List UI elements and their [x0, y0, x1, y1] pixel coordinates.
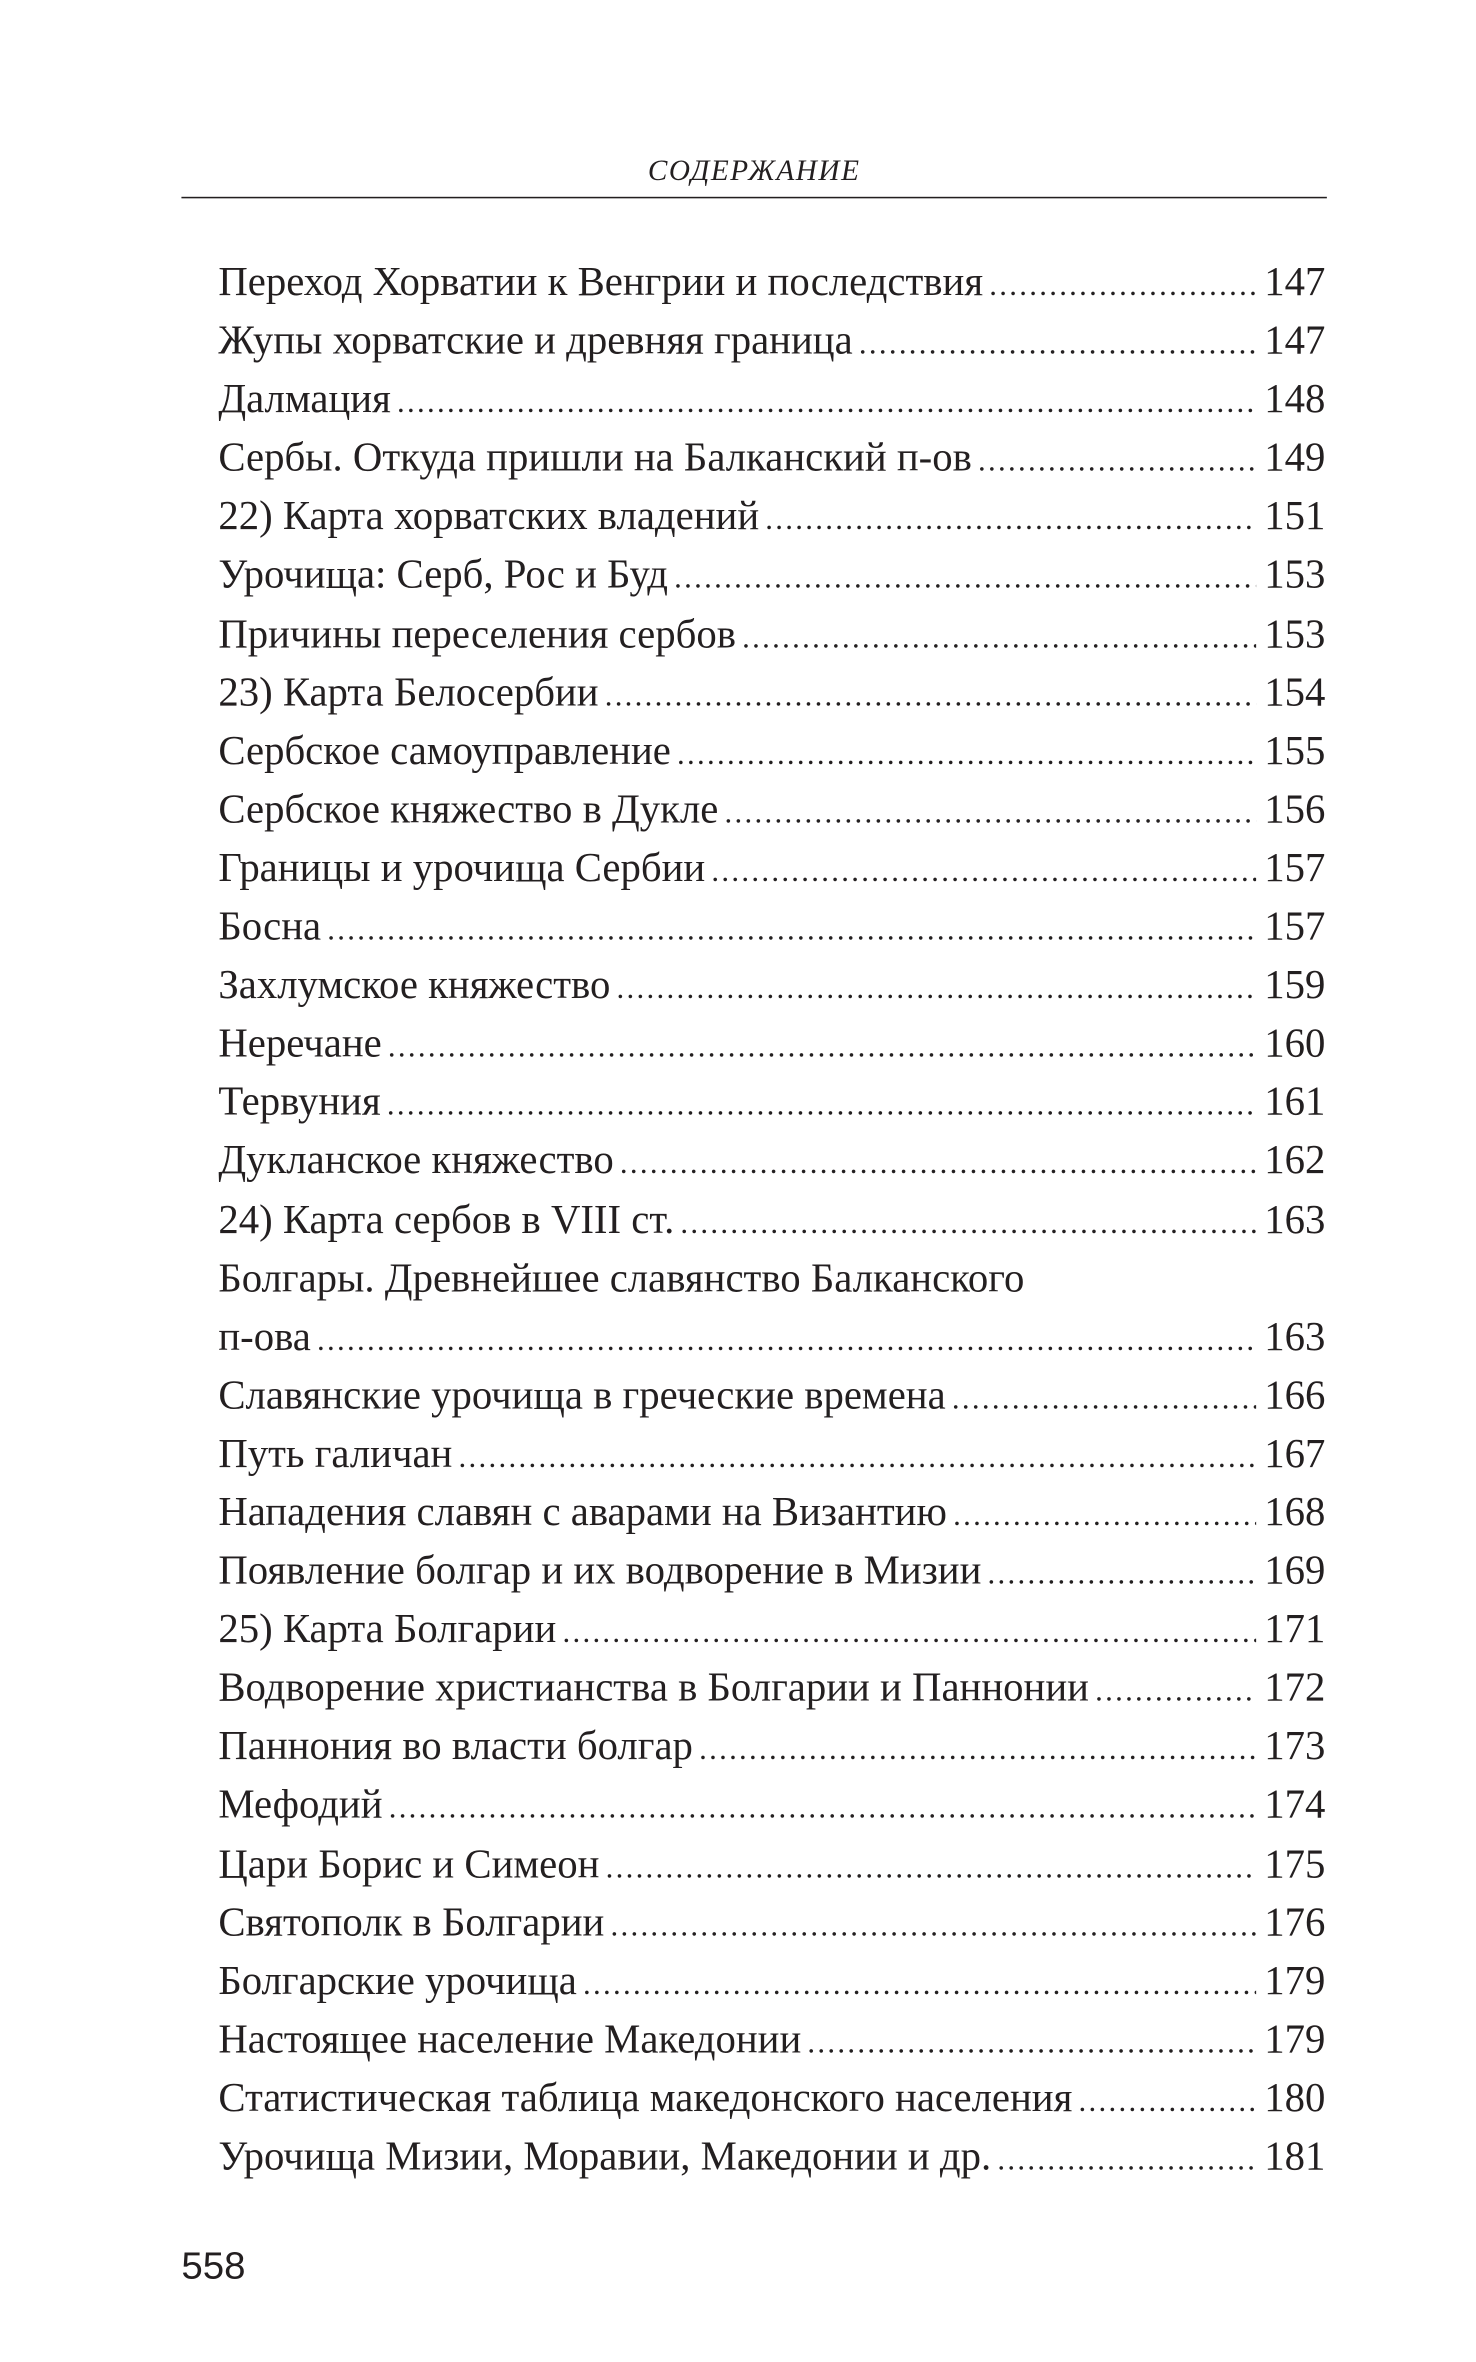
- toc-entry-title: Славянские урочища в греческие времена: [218, 1371, 946, 1418]
- toc-entry-continuation-row: [218, 1306, 1325, 1365]
- toc-entry-title: Путь галичан: [218, 1429, 453, 1476]
- toc-entry-page: 169: [1264, 1546, 1326, 1593]
- dot-leader: [387, 1077, 1256, 1136]
- toc-entry-title: Дукланское княжество: [218, 1136, 614, 1183]
- dot-leader: [952, 1370, 1256, 1429]
- dot-leader: [1079, 2072, 1257, 2131]
- toc-entry-title: Неречане: [218, 1019, 382, 1066]
- toc-entry: [218, 1658, 1325, 1717]
- toc-entry-page: 175: [1264, 1839, 1326, 1886]
- toc-entry-title: Захлумское княжество: [218, 961, 611, 1008]
- toc-entry-title: Святополк в Болгарии: [218, 1898, 605, 1945]
- toc-entry: [218, 838, 1325, 897]
- dot-leader: [988, 1545, 1257, 1604]
- toc-entry: [218, 779, 1325, 838]
- toc-entry-title: 23) Карта Белосербии: [218, 668, 599, 715]
- toc-entry-title: Урочища Мизии, Моравии, Македонии и др.: [218, 2132, 992, 2179]
- toc-entry-page: 159: [1264, 961, 1326, 1008]
- dot-leader: [606, 1838, 1257, 1897]
- toc-entry-title: Жупы хорватские и древняя граница: [218, 316, 853, 363]
- header-rule: [181, 197, 1326, 199]
- toc-entry: [218, 1189, 1325, 1248]
- toc-entry-title: 25) Карта Болгарии: [218, 1605, 557, 1652]
- toc-entry-page: 180: [1264, 2073, 1326, 2121]
- toc-entry-page: 156: [1264, 785, 1326, 832]
- toc-entry: [218, 252, 1325, 311]
- toc-entry-title: Болгарские урочища: [218, 1956, 577, 2003]
- toc-entry-page: 163: [1264, 1312, 1326, 1359]
- toc-entry: [218, 1599, 1325, 1658]
- toc-entry: [218, 1892, 1325, 1951]
- dot-leader: [699, 1721, 1256, 1780]
- dot-leader: [459, 1428, 1257, 1487]
- dot-leader: [978, 432, 1256, 491]
- toc-entry-title: Причины переселения сербов: [218, 609, 736, 656]
- dot-leader: [677, 725, 1256, 784]
- toc-entry: [218, 1424, 1325, 1483]
- toc-entry-title: 24) Карта сербов в VIII ст.: [218, 1195, 675, 1242]
- toc-entry-title: Урочища: Серб, Рос и Буд: [218, 551, 668, 598]
- toc-entry-page: 173: [1264, 1722, 1326, 1769]
- toc-entry-page: 166: [1264, 1371, 1326, 1418]
- toc-entry-page: 181: [1264, 2132, 1326, 2179]
- table-of-contents: [218, 252, 1325, 2185]
- dot-leader: [562, 1604, 1256, 1663]
- toc-entry-page: 161: [1264, 1078, 1326, 1125]
- toc-entry-title: Переход Хорватии к Венгрии и последствия: [218, 258, 984, 305]
- dot-leader: [327, 901, 1256, 960]
- toc-entry-title: Мефодий: [218, 1781, 383, 1828]
- toc-entry-title-continuation: п-ова: [218, 1312, 311, 1359]
- toc-entry: [218, 545, 1325, 604]
- dot-leader: [1095, 1662, 1256, 1721]
- toc-entry-title: 22) Карта хорватских владений: [218, 492, 760, 539]
- toc-entry-page: 179: [1264, 2015, 1326, 2062]
- dot-leader: [620, 1135, 1256, 1194]
- toc-entry-page: 174: [1264, 1781, 1326, 1828]
- toc-entry-title: Далмация: [218, 375, 391, 422]
- dot-leader: [388, 1018, 1256, 1077]
- toc-entry-title: Сербское княжество в Дукле: [218, 785, 719, 832]
- dot-leader: [610, 1897, 1256, 1956]
- toc-entry: [218, 1014, 1325, 1073]
- toc-entry: [218, 2126, 1325, 2185]
- toc-entry: [218, 955, 1325, 1014]
- toc-entry-page: 176: [1264, 1898, 1326, 1945]
- toc-entry: [218, 1775, 1325, 1834]
- dot-leader: [605, 667, 1256, 726]
- dot-leader: [997, 2131, 1256, 2190]
- toc-entry: [218, 1365, 1325, 1424]
- toc-entry-page: 160: [1264, 1019, 1326, 1066]
- toc-entry-page: 148: [1264, 375, 1326, 422]
- toc-entry: [218, 1072, 1325, 1131]
- dot-leader: [807, 2014, 1256, 2073]
- toc-entry-page: 162: [1264, 1136, 1326, 1183]
- toc-entry-page: 167: [1264, 1429, 1326, 1476]
- toc-entry: [218, 1951, 1325, 2010]
- toc-entry-page: 147: [1264, 258, 1326, 305]
- toc-entry-title: Сербы. Откуда пришли на Балканский п-ов: [218, 434, 972, 481]
- toc-entry-page: 157: [1264, 843, 1326, 891]
- page-number: 558: [181, 2244, 246, 2288]
- toc-entry: [218, 1541, 1325, 1600]
- toc-entry-page: 155: [1264, 726, 1326, 773]
- toc-entry: [218, 662, 1325, 721]
- toc-entry-title: Нападения славян с аварами на Византию: [218, 1488, 947, 1535]
- toc-entry-title: Сербское самоуправление: [218, 726, 671, 773]
- toc-entry: [218, 486, 1325, 545]
- toc-entry-title: Границы и урочища Сербии: [218, 843, 706, 891]
- toc-entry: [218, 428, 1325, 487]
- toc-entry-page: 154: [1264, 668, 1326, 715]
- running-head: СОДЕРЖАНИЕ: [647, 155, 861, 188]
- dot-leader: [680, 1194, 1256, 1253]
- toc-entry-title: Статистическая таблица македонского населения: [218, 2073, 1073, 2121]
- dot-leader: [389, 1780, 1256, 1839]
- toc-entry-title: Болгары. Древнейшее славянство Балканского: [218, 1253, 1025, 1301]
- toc-entry-page: 149: [1264, 434, 1326, 481]
- dot-leader: [711, 842, 1256, 901]
- toc-entry-page: 179: [1264, 1956, 1326, 2003]
- dot-leader: [953, 1487, 1256, 1546]
- toc-entry: [218, 721, 1325, 780]
- toc-entry: [218, 1716, 1325, 1775]
- toc-entry-page: 147: [1264, 316, 1326, 363]
- dot-leader: [397, 374, 1256, 433]
- dot-leader: [674, 550, 1256, 609]
- toc-entry-page: 171: [1264, 1605, 1326, 1652]
- toc-entry: [218, 896, 1325, 955]
- dot-leader: [989, 257, 1256, 316]
- toc-entry-title: Тервуния: [218, 1078, 381, 1125]
- dot-leader: [725, 784, 1257, 843]
- toc-entry-page: 157: [1264, 902, 1326, 949]
- dot-leader: [742, 608, 1256, 667]
- dot-leader: [583, 1955, 1256, 2014]
- dot-leader: [317, 1311, 1256, 1370]
- dot-leader: [765, 491, 1256, 550]
- toc-entry-page: 151: [1264, 492, 1326, 539]
- toc-entry-title: Босна: [218, 902, 322, 949]
- toc-entry-page: 168: [1264, 1488, 1326, 1535]
- toc-entry: [218, 2068, 1325, 2127]
- dot-leader: [617, 960, 1257, 1019]
- toc-entry: [218, 1248, 1325, 1365]
- dot-leader: [859, 315, 1256, 374]
- toc-entry: [218, 1482, 1325, 1541]
- toc-entry-page: 163: [1264, 1195, 1326, 1242]
- toc-entry: [218, 2009, 1325, 2068]
- toc-entry: [218, 1834, 1325, 1893]
- toc-entry-title: Настоящее население Македонии: [218, 2015, 802, 2062]
- toc-entry-page: 172: [1264, 1663, 1326, 1711]
- toc-entry: [218, 604, 1325, 663]
- toc-entry-title: Водворение христианства в Болгарии и Паннонии: [218, 1663, 1089, 1711]
- toc-entry-title: Появление болгар и их водворение в Мизии: [218, 1546, 982, 1593]
- toc-entry-title: Цари Борис и Симеон: [218, 1839, 600, 1886]
- toc-entry-title: Паннония во власти болгар: [218, 1722, 693, 1769]
- toc-entry-page: 153: [1264, 551, 1326, 598]
- toc-entry: [218, 311, 1325, 370]
- toc-entry: [218, 369, 1325, 428]
- toc-entry: [218, 1131, 1325, 1190]
- toc-entry-page: 153: [1264, 609, 1326, 656]
